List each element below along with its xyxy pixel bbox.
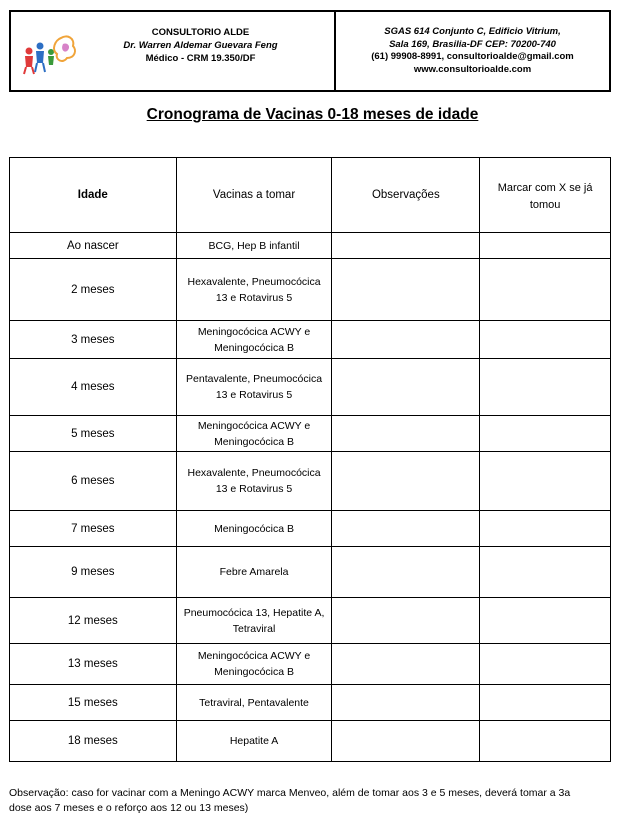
- vaccines-line-1: BCG, Hep B infantil: [208, 239, 300, 252]
- letterhead-clinic-section: [11, 12, 336, 90]
- age-cell: 15 meses: [10, 685, 177, 721]
- vaccines-line-1: Tetraviral, Pentavalente: [199, 696, 309, 709]
- table-row: [10, 452, 611, 511]
- header-marcar-line2: tomou: [529, 199, 561, 211]
- observations-cell[interactable]: [332, 321, 480, 359]
- taken-mark-cell[interactable]: [480, 598, 611, 644]
- clinic-info: [71, 26, 330, 65]
- header-vacinas: Vacinas a tomar: [176, 158, 332, 233]
- table-row: [10, 259, 611, 321]
- table-header-row: [10, 158, 611, 233]
- vaccines-cell: [176, 685, 332, 721]
- vaccines-line-2: Meningocócica B: [214, 341, 295, 354]
- vaccines-line-2: Meningocócica B: [214, 435, 295, 448]
- vaccines-line-1: Hexavalente, Pneumocócica: [187, 275, 321, 288]
- vaccines-cell: [176, 259, 332, 321]
- age-cell: 5 meses: [10, 416, 177, 452]
- contact-info: [336, 26, 609, 76]
- observations-cell[interactable]: [332, 644, 480, 685]
- taken-mark-cell[interactable]: [480, 721, 611, 762]
- vaccine-schedule-table: [9, 157, 611, 762]
- table-row: [10, 321, 611, 359]
- vaccines-line-2: 13 e Rotavirus 5: [215, 389, 293, 401]
- age-cell: 9 meses: [10, 547, 177, 598]
- vaccines-line-1: Pneumocócica 13, Hepatite A,: [183, 606, 325, 619]
- vaccines-line-1: Febre Amarela: [219, 566, 289, 578]
- observations-cell[interactable]: [332, 452, 480, 511]
- observations-cell[interactable]: [332, 721, 480, 762]
- doctor-crm: Médico - CRM 19.350/DF: [145, 53, 256, 64]
- observations-cell[interactable]: [332, 259, 480, 321]
- vaccines-cell: [176, 321, 332, 359]
- contact-line: (61) 99908-8991, consultorioalde@gmail.com: [371, 51, 574, 62]
- taken-mark-cell[interactable]: [480, 416, 611, 452]
- age-cell: 6 meses: [10, 452, 177, 511]
- age-cell: Ao nascer: [10, 233, 177, 259]
- vaccines-cell: [176, 547, 332, 598]
- vaccines-line-1: Meningocócica ACWY e: [197, 325, 311, 338]
- letterhead: [9, 10, 611, 92]
- vaccines-cell: [176, 598, 332, 644]
- vaccines-line-2: Meningocócica B: [214, 666, 295, 678]
- footnote: [9, 786, 615, 816]
- vaccines-cell: [176, 452, 332, 511]
- vaccines-line-1: Meningocócica B: [214, 522, 295, 535]
- taken-mark-cell[interactable]: [480, 259, 611, 321]
- taken-mark-cell[interactable]: [480, 644, 611, 685]
- vaccines-cell: [176, 511, 332, 547]
- observations-cell[interactable]: [332, 233, 480, 259]
- footnote-line-1: Observação: caso for vacinar com a Meningo ACWY marca Menveo, além de tomar aos 3 e 5 meses, deverá tomar a 3a: [9, 787, 571, 799]
- doctor-name: Dr. Warren Aldemar Guevara Feng: [123, 40, 278, 51]
- vaccines-line-1: Meningocócica ACWY e: [197, 650, 311, 662]
- website-line: www.consultorioalde.com: [413, 63, 532, 75]
- age-cell: 4 meses: [10, 359, 177, 416]
- clinic-name: CONSULTORIO ALDE: [151, 27, 250, 38]
- table-row: [10, 416, 611, 452]
- taken-mark-cell[interactable]: [480, 321, 611, 359]
- vaccines-line-1: Hexavalente, Pneumocócica: [187, 467, 321, 479]
- vaccines-cell: [176, 416, 332, 452]
- table-row: [10, 644, 611, 685]
- age-cell: 13 meses: [10, 644, 177, 685]
- age-cell: 12 meses: [10, 598, 177, 644]
- table-row: [10, 721, 611, 762]
- vaccines-line-2: 13 e Rotavirus 5: [215, 291, 293, 304]
- header-idade: Idade: [10, 158, 177, 233]
- table-row: [10, 359, 611, 416]
- address-line-1: SGAS 614 Conjunto C, Edificio Vitrium,: [384, 26, 561, 37]
- vaccines-cell: [176, 359, 332, 416]
- age-cell: 3 meses: [10, 321, 177, 359]
- taken-mark-cell[interactable]: [480, 511, 611, 547]
- taken-mark-cell[interactable]: [480, 359, 611, 416]
- observations-cell[interactable]: [332, 416, 480, 452]
- vaccines-line-2: Tetraviral: [232, 622, 276, 635]
- table-row: [10, 598, 611, 644]
- vaccines-cell: [176, 233, 332, 259]
- vaccines-line-1: Meningocócica ACWY e: [197, 419, 311, 432]
- header-marcar-line1: Marcar com X se já: [497, 182, 593, 194]
- vaccines-line-2: 13 e Rotavirus 5: [215, 483, 293, 495]
- age-cell: 2 meses: [10, 259, 177, 321]
- vaccines-line-1: Pentavalente, Pneumocócica: [186, 373, 323, 385]
- table-row: [10, 233, 611, 259]
- observations-cell[interactable]: [332, 598, 480, 644]
- table-row: [10, 685, 611, 721]
- table-row: [10, 511, 611, 547]
- vaccines-cell: [176, 721, 332, 762]
- taken-mark-cell[interactable]: [480, 233, 611, 259]
- taken-mark-cell[interactable]: [480, 685, 611, 721]
- page-title: Cronograma de Vacinas 0-18 meses de idade: [146, 106, 479, 123]
- vaccines-line-1: Hepatite A: [229, 735, 279, 747]
- table-row: [10, 547, 611, 598]
- age-cell: 7 meses: [10, 511, 177, 547]
- vaccines-cell: [176, 644, 332, 685]
- taken-mark-cell[interactable]: [480, 547, 611, 598]
- observations-cell[interactable]: [332, 511, 480, 547]
- address-line-2: Sala 169, Brasilia-DF CEP: 70200-740: [389, 38, 556, 50]
- taken-mark-cell[interactable]: [480, 452, 611, 511]
- observations-cell[interactable]: [332, 685, 480, 721]
- age-cell: 18 meses: [10, 721, 177, 762]
- letterhead-contact-section: [336, 12, 609, 90]
- header-observacoes: Observações: [332, 158, 480, 233]
- observations-cell[interactable]: [332, 547, 480, 598]
- footnote-line-2: dose aos 7 meses e o reforço aos 12 ou 13 meses): [9, 802, 249, 814]
- header-marcar: [480, 158, 611, 233]
- observations-cell[interactable]: [332, 359, 480, 416]
